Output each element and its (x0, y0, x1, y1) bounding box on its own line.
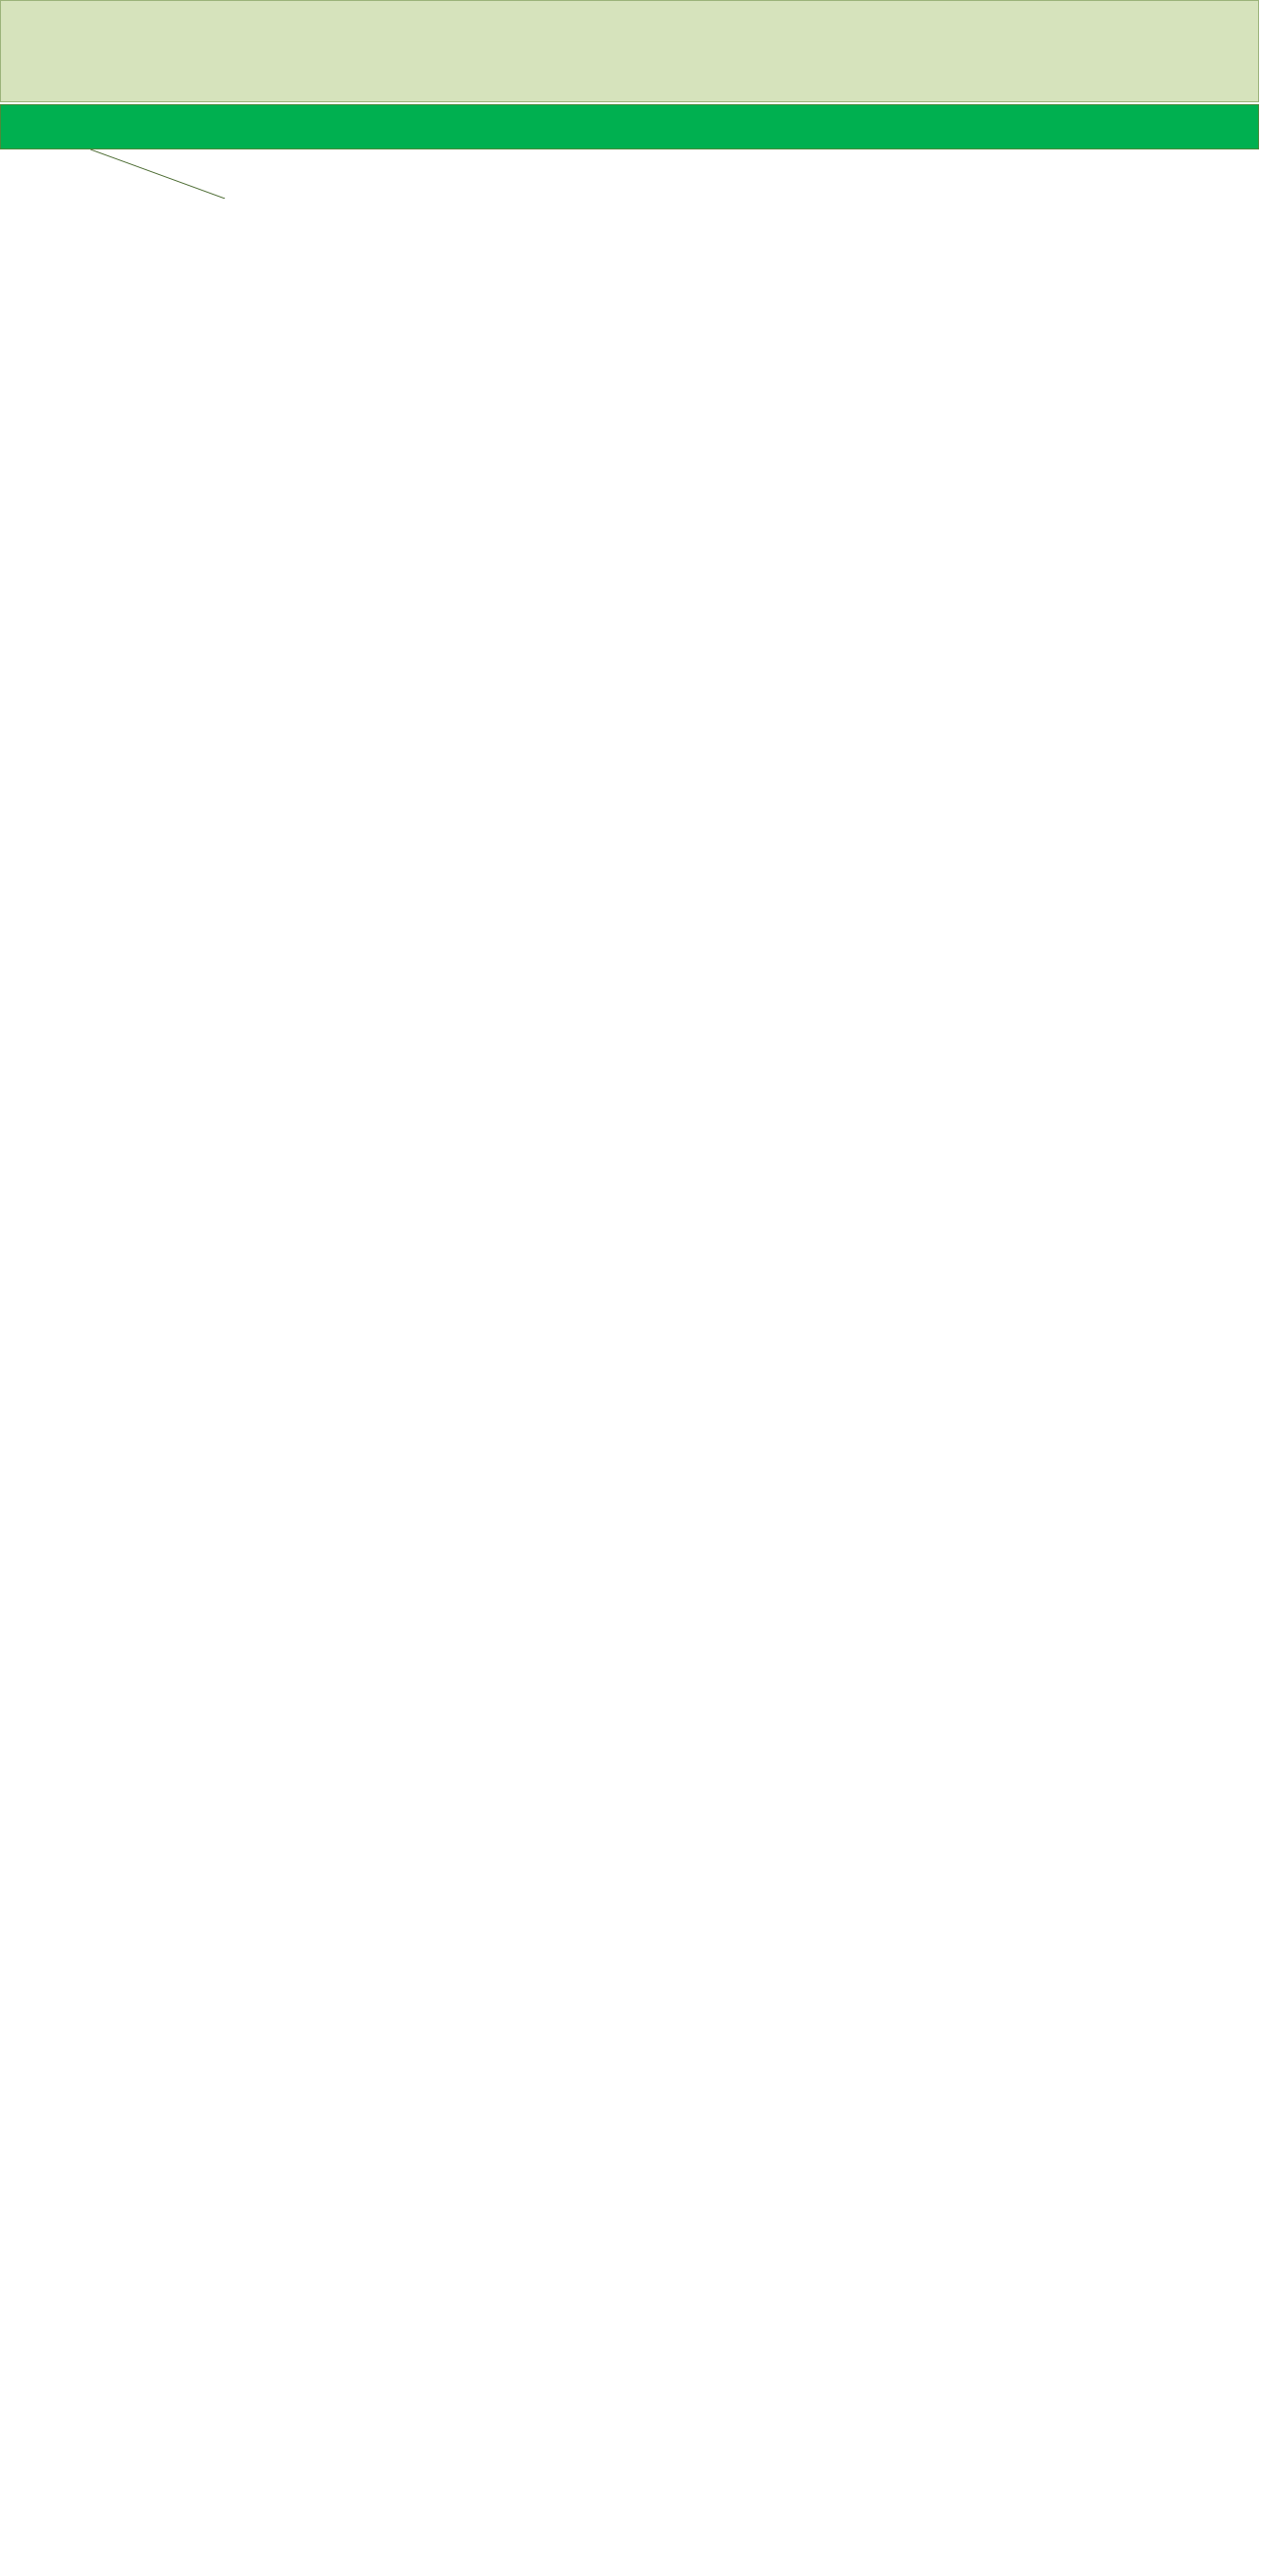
header-diagonal-line (90, 149, 225, 199)
section-internal-medicine (0, 104, 1259, 149)
title-box (0, 0, 1259, 102)
